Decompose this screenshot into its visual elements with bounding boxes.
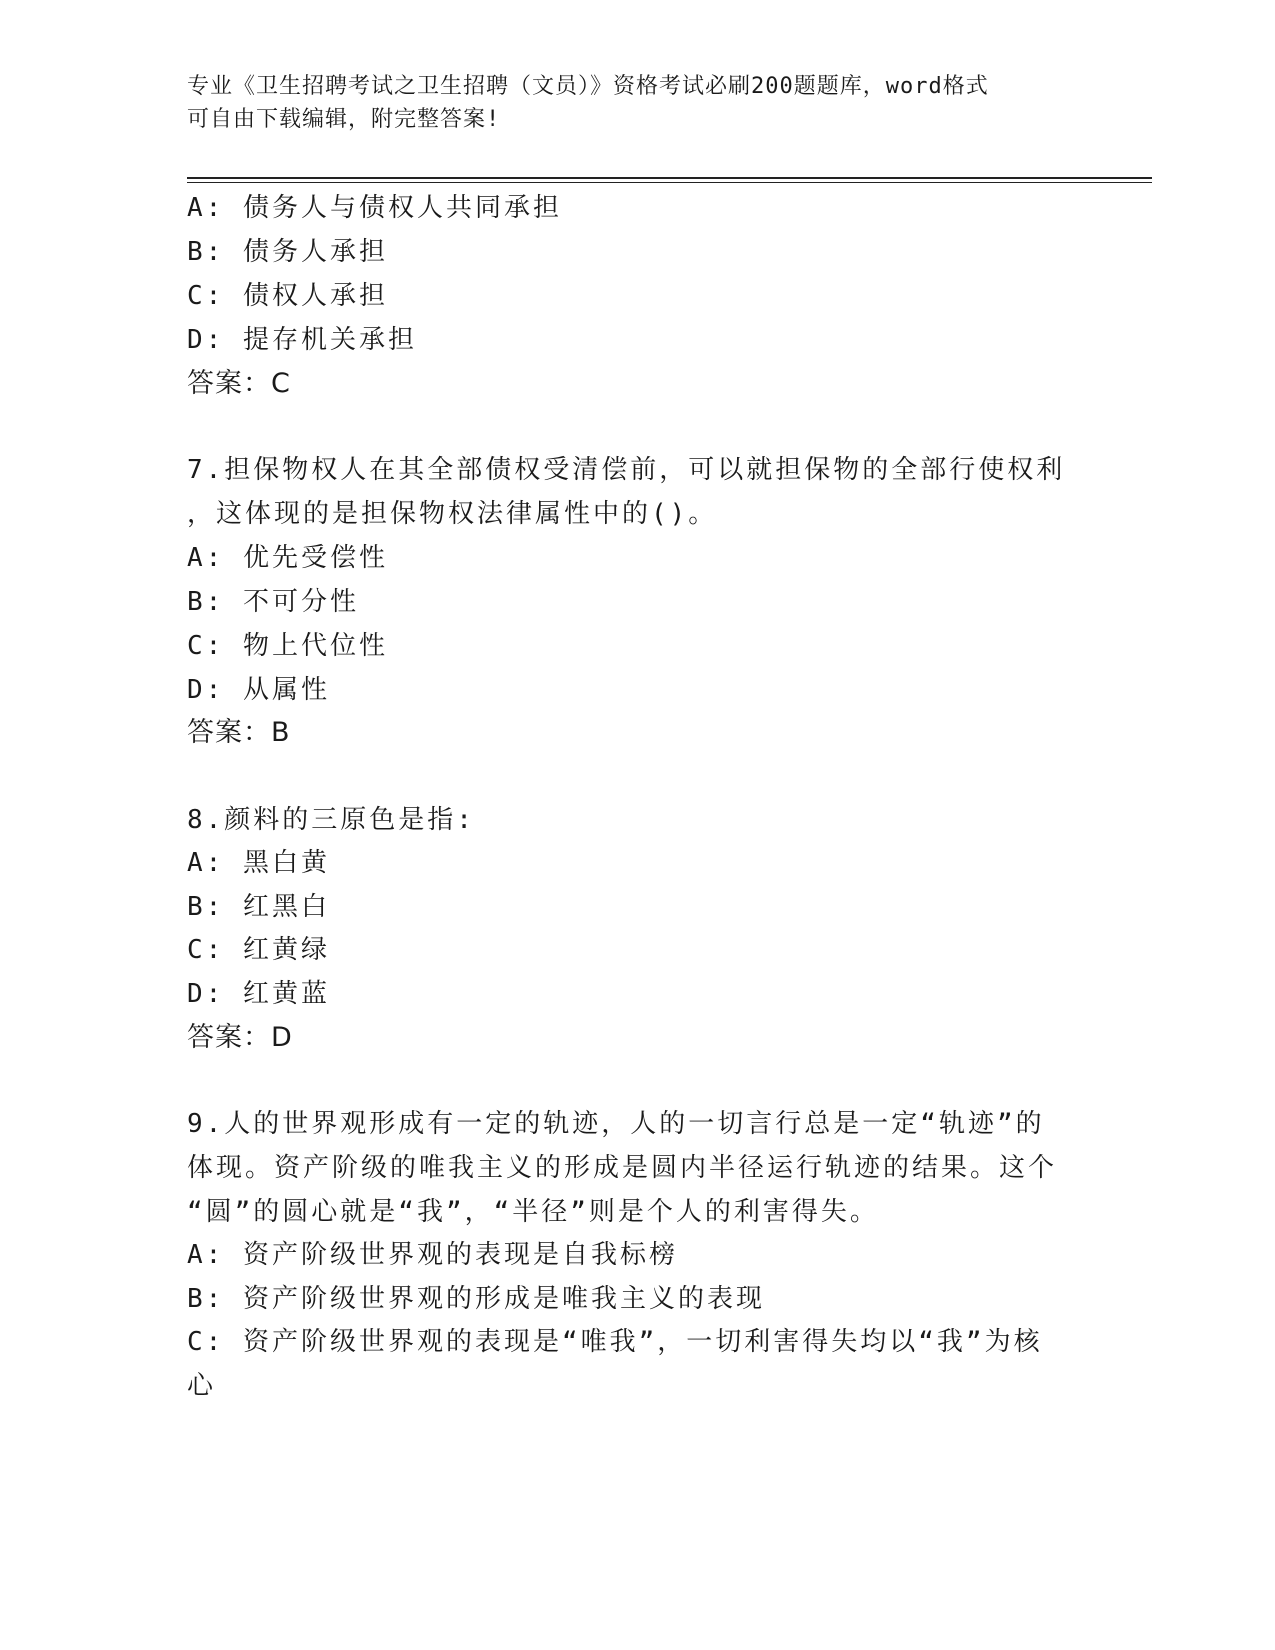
q8-stem-line-1: 8.颜料的三原色是指: [187,805,475,835]
q7-option-d: D: 从属性 [187,675,330,705]
header-line-1: 专业《卫生招聘考试之卫生招聘（文员）》资格考试必刷200题题库，word格式 [187,74,989,99]
q9-stem-line-2: 体现。资产阶级的唯我主义的形成是圆内半径运行轨迹的结果。这个 [187,1153,1058,1183]
q9-option-a: A: 资产阶级世界观的表现是自我标榜 [187,1240,678,1270]
q7-answer: 答案：B [187,717,291,748]
q9-stem-line-1: 9.人的世界观形成有一定的轨迹，人的一切言行总是一定“轨迹”的 [187,1109,1045,1139]
q8-answer: 答案：D [187,1022,293,1053]
q6-option-b: B: 债务人承担 [187,237,388,267]
document-header [187,70,1067,136]
q7-option-a: A: 优先受偿性 [187,543,388,573]
header-divider [187,177,1152,183]
q7-stem-line-1: 7.担保物权人在其全部债权受清偿前，可以就担保物的全部行使权利 [187,455,1066,485]
q8-option-c: C: 红黄绿 [187,935,330,965]
q7-option-c: C: 物上代位性 [187,631,388,661]
q6-option-a: A: 债务人与债权人共同承担 [187,193,562,223]
q9-option-c: C: 资产阶级世界观的表现是“唯我”，一切利害得失均以“我”为核 [187,1327,1043,1357]
q9-option-c-continued: 心 [187,1371,217,1401]
header-line-2: 可自由下载编辑，附完整答案! [187,107,501,132]
q8-option-d: D: 红黄蓝 [187,979,330,1009]
q6-option-d: D: 提存机关承担 [187,325,417,355]
q8-option-b: B: 红黑白 [187,892,330,922]
q9-option-b: B: 资产阶级世界观的形成是唯我主义的表现 [187,1284,765,1314]
q6-option-c: C: 债权人承担 [187,281,388,311]
q6-answer: 答案：C [187,368,291,399]
q8-option-a: A: 黑白黄 [187,848,330,878]
q7-stem-line-2: ，这体现的是担保物权法律属性中的()。 [187,499,718,529]
q7-option-b: B: 不可分性 [187,587,359,617]
q9-stem-line-3: “圆”的圆心就是“我”，“半径”则是个人的利害得失。 [187,1197,879,1227]
